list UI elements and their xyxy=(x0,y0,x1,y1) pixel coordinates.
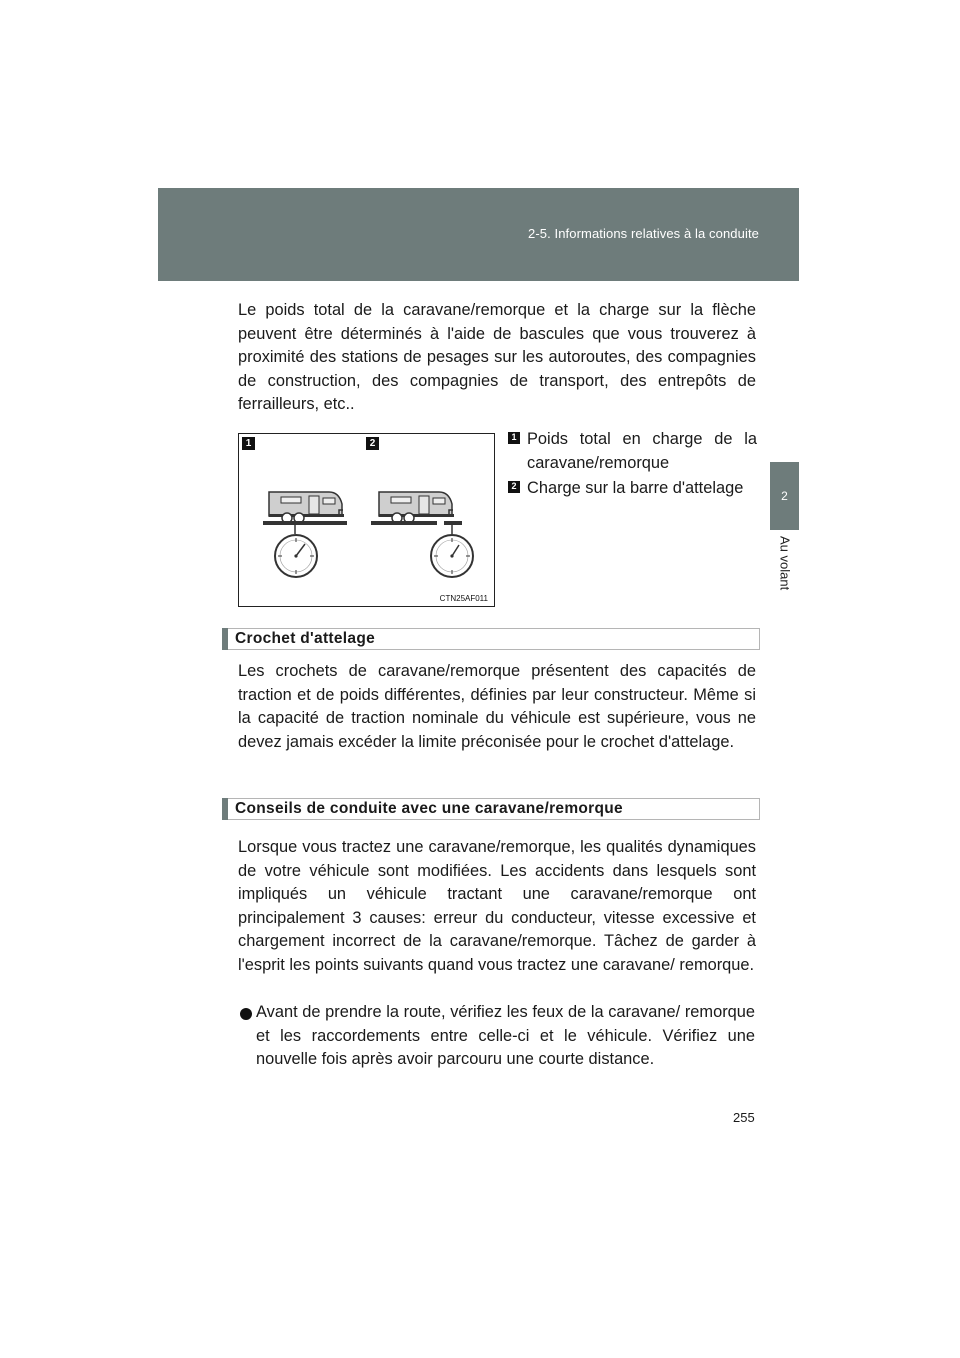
driving-tips-paragraph: Lorsque vous tractez une caravane/remorque, les qualités dynamiques de votre véhicule sont modifiées. Les accidents dans lesquels sont impliqués un véhicule tractant une caravane/remorque ont principalement 3 causes: erreur du conducteur, vitesse excessive et chargement incorrect de la caravane/remorque. Tâchez de garder à l'esprit les points suivants quand vous tractez une caravane/ remorque. xyxy=(238,838,756,974)
figure-code: CTN25AF011 xyxy=(439,594,488,603)
intro-paragraph: Le poids total de la caravane/remorque et la charge sur la flèche peuvent être déterminés à l'aide de bascules que vous trouverez à proximité des stations de pesages sur les autoroutes, des compagnies de construction, des compagnies de transport, des entrepôts de ferrailleurs, etc.. xyxy=(238,301,756,414)
breadcrumb: 2-5. Informations relatives à la conduite xyxy=(528,226,759,241)
bullet-item: Avant de prendre la route, vérifiez les feux de la caravane/ remorque et les raccordements entre celle-ci et le véhicule. Vérifiez une nouvelle fois après avoir parcouru une courte distance. xyxy=(256,1003,755,1069)
chapter-number: 2 xyxy=(781,489,788,503)
section-marker xyxy=(222,628,228,650)
section-title: Conseils de conduite avec une caravane/remorque xyxy=(235,800,623,817)
chapter-label: Au volant xyxy=(777,536,793,591)
scale-gauge-right xyxy=(431,535,473,577)
scale-gauge-left xyxy=(275,535,317,577)
trailer-scale-illustration xyxy=(239,434,494,606)
section-title: Crochet d'attelage xyxy=(235,630,376,647)
section-marker xyxy=(222,798,228,820)
legend-text-2: Charge sur la barre d'attelage xyxy=(527,479,744,497)
legend-marker-1: 1 xyxy=(508,432,520,444)
figure-marker-1: 1 xyxy=(242,437,255,450)
trailer-right xyxy=(371,492,462,534)
hitch-paragraph: Les crochets de caravane/remorque présentent des capacités de traction et de poids différentes, définies par leur constructeur. Même si la capacité de traction nominale du véhicule est supérieure, vous ne devez jamais excéder la limite préconisée pour le crochet d'attelage. xyxy=(238,662,756,751)
legend-marker-2: 2 xyxy=(508,481,520,493)
figure-marker-2: 2 xyxy=(366,437,379,450)
chapter-tab xyxy=(770,462,799,530)
bullet-icon xyxy=(240,1008,252,1020)
page-header xyxy=(158,188,799,281)
section-heading-driving-tips xyxy=(222,798,760,820)
legend-text-1: Poids total en charge de la caravane/remorque xyxy=(527,430,757,472)
trailer-left xyxy=(263,492,347,534)
page-number: 255 xyxy=(733,1110,755,1125)
weighing-figure xyxy=(238,433,495,607)
section-heading-hitch xyxy=(222,628,760,650)
